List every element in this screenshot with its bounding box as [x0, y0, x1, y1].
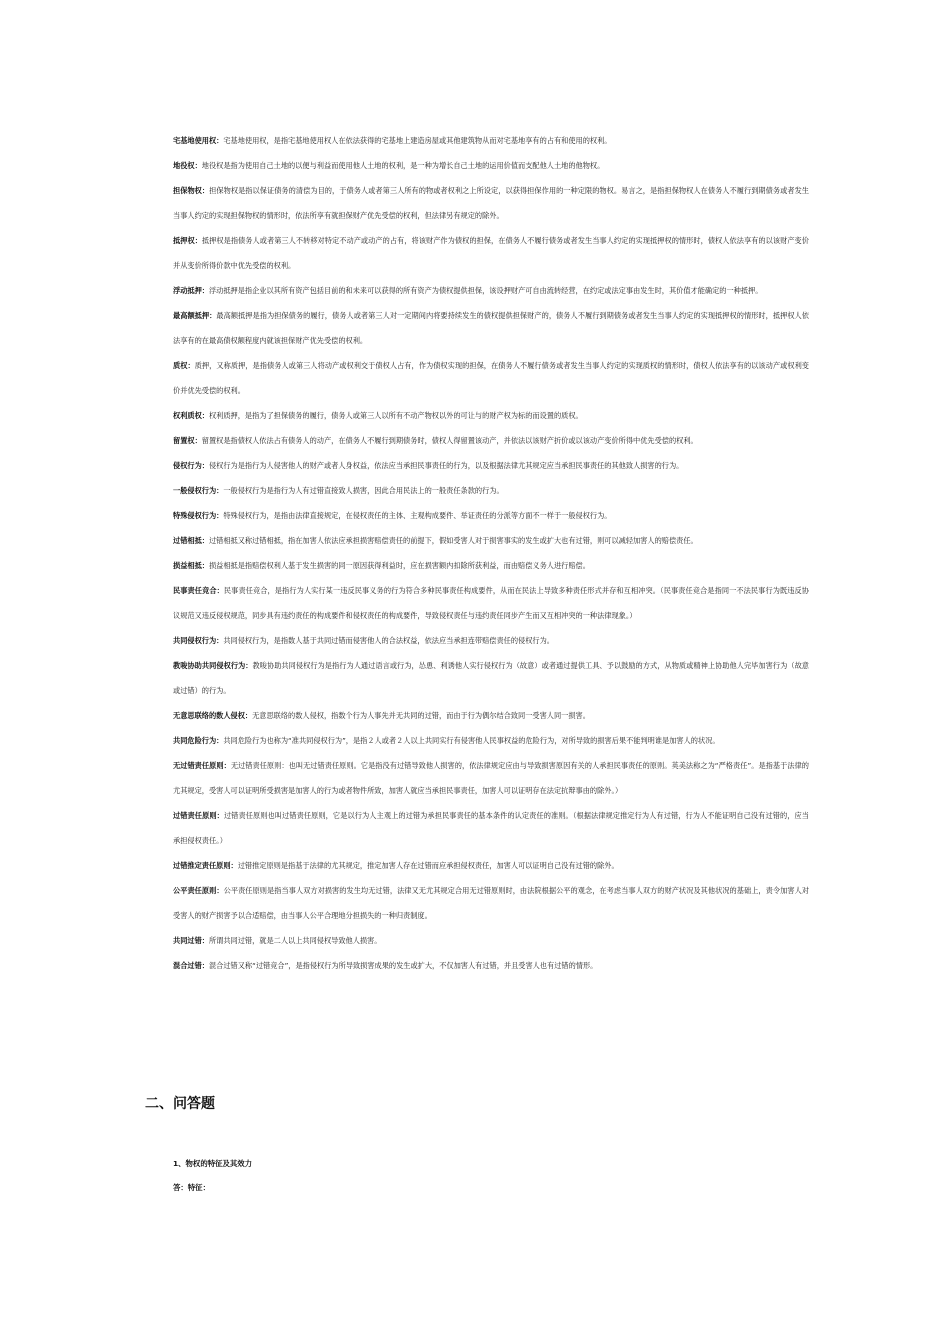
definition-separator: ：	[223, 761, 231, 770]
definition-term: 一般侵权行为	[173, 486, 217, 495]
definition-separator: ：	[201, 286, 209, 295]
definition-term: 共同危险行为	[173, 736, 217, 745]
definition-paragraph	[173, 628, 809, 653]
definition-paragraph	[173, 428, 809, 453]
definition-paragraph	[173, 653, 809, 703]
definition-paragraph	[173, 178, 809, 228]
definition-text: 所谓共同过错，就是二人以上共同侵权导致他人损害。	[208, 936, 382, 945]
definition-text: 宅基地使用权，是指宅基地使用权人在依法获得的宅基地上建造房屋或其他建筑物从而对宅基地享有的占有和使用的权利。	[223, 136, 612, 145]
definition-separator: ：	[216, 136, 224, 145]
definition-term: 共同过错	[173, 936, 202, 945]
definition-text: 共同侵权行为，是指数人基于共同过错而侵害他人的合法权益，依法应当承担连带赔偿责任的侵权行为。	[223, 636, 554, 645]
definition-separator: ：	[201, 461, 209, 470]
definition-text: 过错推定原则是指基于法律的尤其规定，推定加害人存在过错而应承担侵权责任，加害人可以证明自己没有过错的除外。	[237, 861, 619, 870]
definition-separator: ：	[194, 236, 202, 245]
definition-paragraph	[173, 128, 809, 153]
definition-paragraph	[173, 703, 809, 728]
definition-text: 浮动抵押是指企业以其所有资产包括目前的和未来可以获得的所有资产为债权提供担保，该设押财产可自由流转经营，在约定或法定事由发生时，其价值才能确定的一种抵押。	[208, 286, 763, 295]
definition-paragraph	[173, 403, 809, 428]
definition-text: 共同危险行为也称为“准共同侵权行为”，是指２人或者２人以上共同实行有侵害他人民事权益的危险行为，对所导致的损害后果不能判明谁是加害人的状况。	[223, 736, 720, 745]
definition-separator: ：	[216, 886, 224, 895]
definition-text: 抵押权是指债务人或者第三人不转移对特定不动产或动产的占有，将该财产作为债权的担保，在债务人不履行债务或者发生当事人约定的实现抵押权的情形时，债权人依法享有的以该财产变价并从变价所得价款中优先受偿的权利。	[173, 236, 809, 270]
definition-text: 无意思联络的数人侵权，指数个行为人事先并无共同的过错，而由于行为偶尔结合致同一受害人同一损害。	[252, 711, 590, 720]
definition-term: 宅基地使用权	[173, 136, 217, 145]
definition-separator: ：	[216, 511, 224, 520]
definition-text: 特殊侵权行为，是指由法律直接规定，在侵权责任的主体、主观构成要件、举证责任的分派等方面不一样于一般侵权行为。	[223, 511, 612, 520]
definition-separator: ：	[245, 661, 253, 670]
definition-text: 民事责任竞合，是指行为人实行某一违反民事义务的行为符合多种民事责任构成要件，从而在民法上导致多种责任形式并存和互相冲突。（民事责任竞合是指同一不法民事行为既违反协议规范又违反侵权规范，同步具有违约责任的构成要件和侵权责任的构成要件，导致侵权责任与违约责任同步产生而又互相冲突的一种法律现象。）	[173, 586, 809, 620]
definition-separator: ：	[201, 936, 209, 945]
definition-term: 特殊侵权行为	[173, 511, 217, 520]
definition-term: 教唆协助共同侵权行为	[173, 661, 246, 670]
definition-text: 担保物权是指以保证债务的清偿为目的，于债务人或者第三人所有的物或者权利之上所设定，以获得担保作用的一种定限的物权。易言之，是指担保物权人在债务人不履行到期债务或者发生当事人约定的实现担保物权的情形时，依法所享有就担保财产优先受偿的权利，但法律另有规定的除外。	[173, 186, 809, 220]
definition-term: 质权	[173, 361, 188, 370]
definition-separator: ：	[201, 561, 209, 570]
definition-separator: ：	[209, 311, 217, 320]
definition-paragraph	[173, 803, 809, 853]
definition-text: 质押，又称质押，是指债务人或第三人将动产或权利交于债权人占有，作为债权实现的担保，在债务人不履行债务或者发生当事人约定的实现质权的情形时，债权人依法享有的以该动产或权利变价并优先受偿的权利。	[173, 361, 809, 395]
definition-paragraph	[173, 228, 809, 278]
definition-paragraph	[173, 503, 809, 528]
definition-paragraph	[173, 878, 809, 928]
definition-paragraph	[173, 528, 809, 553]
definition-term: 浮动抵押	[173, 286, 202, 295]
definition-term: 民事责任竞合	[173, 586, 217, 595]
definition-term: 抵押权	[173, 236, 195, 245]
definition-term: 担保物权	[173, 186, 202, 195]
definition-paragraph	[173, 478, 809, 503]
definition-text: 最高额抵押是指为担保债务的履行，债务人或者第三人对一定期间内将要持续发生的债权提供担保财产的，债务人不履行到期债务或者发生当事人约定的实现抵押权的情形时，抵押权人依法享有的在最高债权额程度内就该担保财产优先受偿的权利。	[173, 311, 809, 345]
definition-paragraph	[173, 278, 809, 303]
definition-separator: ：	[230, 861, 238, 870]
definition-text: 留置权是指债权人依法占有债务人的动产，在债务人不履行到期债务时，债权人得留置该动产，并依法以该财产折价或以该动产变价所得中优先受偿的权利。	[201, 436, 698, 445]
question-title: 1、物权的特征及其效力	[173, 1159, 253, 1168]
definition-paragraph	[173, 853, 809, 878]
definition-separator: ：	[201, 536, 209, 545]
definition-paragraph	[173, 303, 809, 353]
definition-text: 无过错责任原则：也叫无过错责任原则。它是指没有过错导致他人损害的，依法律规定应由与导致损害原因有关的人承担民事责任的原则。英美法称之为“严格责任”。是指基于法律的尤其规定，受害人可以证明所受损害是加害人的行为或者物件所致，加害人就应当承担民事责任，加害人可以证明存在法定抗辩事由的除外。）	[173, 761, 809, 795]
definition-separator: ：	[216, 486, 224, 495]
definition-separator: ：	[201, 186, 210, 195]
definition-paragraph	[173, 953, 809, 978]
definition-term: 共同侵权行为	[173, 636, 217, 645]
definition-term: 侵权行为	[173, 461, 202, 470]
definition-text: 混合过错又称“过错竞合”，是指侵权行为所导致损害成果的发生或扩大，不仅加害人有过错，并且受害人也有过错的情形。	[208, 961, 598, 970]
definition-paragraph	[173, 353, 809, 403]
definition-separator: ：	[216, 736, 224, 745]
definition-term: 地役权	[173, 161, 195, 170]
definition-paragraph	[173, 453, 809, 478]
definition-term: 过错责任原则	[173, 811, 217, 820]
definition-separator: ：	[194, 436, 202, 445]
definition-separator: ：	[201, 961, 209, 970]
answer-label: 答：特征：	[173, 1183, 210, 1192]
definition-term: 公平责任原则	[173, 886, 217, 895]
definition-term: 混合过错	[173, 961, 202, 970]
definition-term: 最高额抵押	[173, 311, 210, 320]
definition-separator: ：	[216, 586, 224, 595]
definition-term: 损益相抵	[173, 561, 202, 570]
definition-term: 权利质权	[173, 411, 202, 420]
definition-term: 过错推定责任原则	[173, 861, 231, 870]
definition-text: 公平责任原则是指当事人双方对损害的发生均无过错，法律又无尤其规定合用无过错原则时，由法院根据公平的观念，在考虑当事人双方的财产状况及其他状况的基础上，责令加害人对受害人的财产损害予以合适赔偿，由当事人公平合理地分担损失的一种归责制度。	[173, 886, 809, 920]
definition-paragraph	[173, 553, 809, 578]
definition-paragraph	[173, 753, 809, 803]
definition-separator: ：	[194, 161, 202, 170]
definition-text: 侵权行为是指行为人侵害他人的财产或者人身权益，依法应当承担民事责任的行为，以及根据法律尤其规定应当承担民事责任的其他致人损害的行为。	[208, 461, 684, 470]
definition-text: 过错相抵又称过错相抵，指在加害人依法应承担损害赔偿责任的前提下，假如受害人对于损害事实的发生或扩大也有过错，则可以减轻加害人的赔偿责任。	[208, 536, 698, 545]
definition-text: 过错责任原则也叫过错责任原则，它是以行为人主观上的过错为承担民事责任的基本条件的认定责任的准则。（根据法律规定推定行为人有过错，行为人不能证明自己没有过错的，应当承担侵权责任。）	[173, 811, 809, 845]
definition-text: 教唆协助共同侵权行为是指行为人通过语言或行为，怂恿、利诱他人实行侵权行为（故意）或者通过提供工具、予以鼓励的方式，从物质或精神上协助他人完毕加害行为（故意或过错）的行为。	[173, 661, 809, 695]
definition-text: 权利质押，是指为了担保债务的履行，债务人或第三人以所有不动产物权以外的可让与的财产权为标的而设置的质权。	[208, 411, 583, 420]
definition-term: 无过错责任原则	[173, 761, 224, 770]
definition-separator: ：	[216, 811, 224, 820]
definition-separator: ：	[244, 711, 253, 720]
definition-paragraph	[173, 153, 809, 178]
definition-paragraph	[173, 578, 809, 628]
definition-paragraph	[173, 928, 809, 953]
definition-text: 地役权是指为使用自己土地的以便与利益而使用他人土地的权利，是一种为增长自己土地的运用价值而支配他人土地的他物权。	[201, 161, 605, 170]
definition-separator: ：	[216, 636, 224, 645]
definition-separator: ：	[187, 361, 195, 370]
definition-paragraph	[173, 728, 809, 753]
definition-term: 留置权	[173, 436, 195, 445]
definition-separator: ：	[201, 411, 209, 420]
definition-text: 一般侵权行为是指行为人有过错直接致人损害，因此合用民法上的一般责任条款的行为。	[223, 486, 504, 495]
definition-term: 过错相抵	[173, 536, 202, 545]
definition-term: 无意思联络的数人侵权	[173, 711, 245, 720]
definitions-list	[173, 128, 809, 978]
section-heading: 二、问答题	[145, 1096, 215, 1112]
definition-text: 损益相抵是指赔偿权利人基于发生损害的同一原因获得利益时，应在损害额内扣除所获利益，而由赔偿义务人进行赔偿。	[208, 561, 590, 570]
